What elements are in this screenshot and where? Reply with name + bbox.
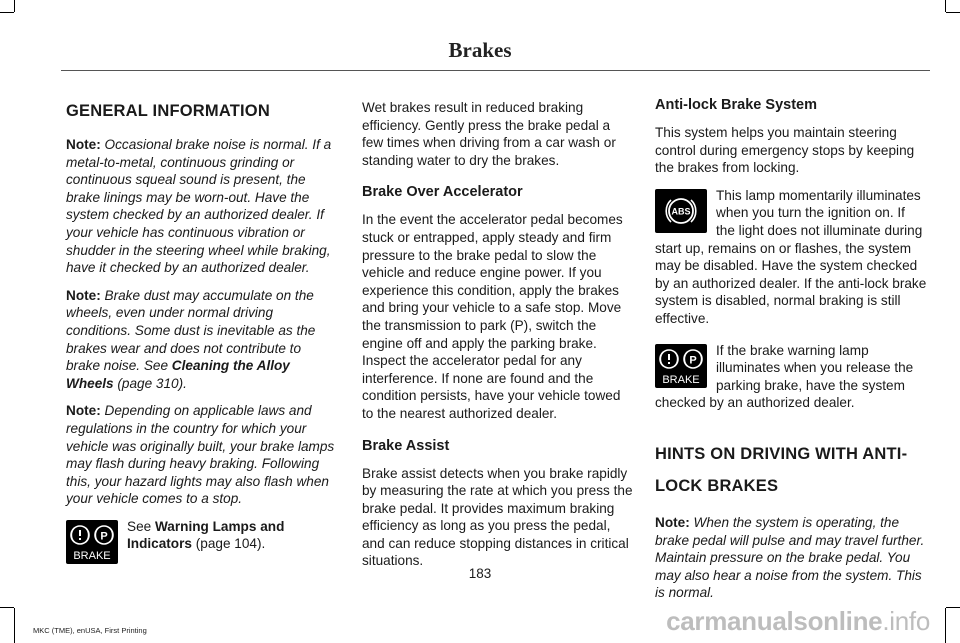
note-text: When the system is operating, the brake pedal will pulse and may travel further. Maintain pressure on the brake pedal. You may also hear a noise from the system. This is normal.: [655, 514, 925, 601]
page-reference: (page 104).: [191, 536, 266, 552]
subsection-heading: Brake Assist: [362, 437, 450, 454]
svg-text:BRAKE: BRAKE: [662, 373, 700, 386]
header-rule: [61, 70, 930, 71]
left-column: [66, 96, 338, 572]
body-paragraph: checked by an authorized dealer.: [655, 395, 855, 411]
note-label: Note:: [66, 137, 101, 152]
warning-lamp-block: [655, 187, 927, 240]
lamp-description: If the brake warning lamp illuminates when you release the parking brake, have the system: [716, 342, 914, 393]
body-paragraph: In the event the accelerator pedal becomes stuck or entrapped, apply steady and firm pressure to the brake pedal to slow the vehicle and reduce engine power. If you experience this condition, apply the brakes and bring your vehicle to a safe stop. Move the transmission to park (P), switch the engine off and apply the parking brake. Inspect the accelerator pedal for any interference. If none are found and the condition persists, have your vehicle towed to the nearest authorized dealer.: [362, 212, 623, 421]
note-paragraph: [66, 287, 338, 393]
cross-reference-link[interactable]: Cleaning the Alloy Wheels: [66, 358, 290, 391]
watermark-suffix: .info: [882, 606, 930, 636]
watermark-bold: carmanualsonline: [666, 606, 883, 636]
svg-text:P: P: [689, 354, 697, 367]
page-number: 183: [468, 566, 492, 581]
abs-warning-icon: [655, 189, 707, 233]
note-paragraph: [66, 136, 338, 277]
note-paragraph: [66, 402, 338, 508]
svg-text:BRAKE: BRAKE: [73, 549, 111, 562]
note-label: Note:: [66, 403, 101, 419]
crop-mark: [14, 608, 15, 643]
lamp-description: This lamp momentarily illuminates when you turn the ignition on. If the light does not illuminate during: [716, 187, 923, 238]
page-title: Brakes: [448, 38, 512, 62]
crop-mark: [0, 12, 14, 13]
crop-mark: [14, 0, 15, 12]
middle-column: [362, 96, 634, 580]
see-text: See: [127, 518, 155, 534]
crop-mark: [0, 607, 14, 608]
svg-text:P: P: [100, 530, 108, 543]
note-text: Occasional brake noise is normal. If a metal-to-metal, continuous grinding or continuous squeal sound is present, the brake linings may be worn-out. Have the system checked by an authorized dealer. If your vehicle has continuous vibration or shudder in the steering wheel while braking, have it checked by an authorized dealer.: [66, 137, 332, 276]
note-paragraph: [655, 514, 927, 602]
crop-mark: [945, 608, 946, 643]
note-text: Brake dust may accumulate on the wheels, even under normal driving conditions. Some dust is inevitable as the brakes wear and does not contribute to brake noise. See: [66, 287, 316, 374]
body-paragraph: start up, remains on or flashes, the system may be disabled. Have the system checked by an authorized dealer. If the anti-lock brake system is disabled, normal braking is still effective.: [655, 240, 927, 326]
edition-footer: MKC (TME), enUSA, First Printing: [33, 626, 147, 635]
cross-reference-link[interactable]: Warning Lamps and Indicators: [127, 518, 285, 552]
section-heading: GENERAL INFORMATION: [66, 102, 270, 120]
body-paragraph: This system helps you maintain steering control during emergency stops by keeping the brakes from locking.: [655, 125, 915, 176]
body-paragraph: Brake assist detects when you brake rapidly by measuring the rate at which you press the brake pedal. It provides maximum braking efficiency as long as you press the pedal, and can reduce stopping distances in critical situations.: [362, 465, 633, 569]
note-label: Note:: [66, 287, 101, 303]
lamp-description: [127, 518, 338, 553]
subsection-heading: Anti-lock Brake System: [655, 97, 817, 113]
page-reference: (page 310).: [117, 375, 187, 391]
crop-mark: [945, 0, 946, 12]
right-column: [655, 96, 927, 612]
section-heading: HINTS ON DRIVING WITH ANTI- LOCK BRAKES: [655, 444, 908, 495]
crop-mark: [946, 12, 960, 13]
svg-text:ABS: ABS: [671, 206, 691, 217]
brake-warning-icon: [655, 344, 707, 388]
note-label: Note:: [655, 514, 690, 530]
brake-warning-icon: [66, 520, 118, 564]
body-paragraph: Wet brakes result in reduced braking efficiency. Gently press the brake pedal a few times when driving from a car wash or standing water to dry the brakes.: [362, 100, 616, 168]
note-text: Depending on applicable laws and regulations in the country for which your vehicle was originally built, your brake lamps may flash during heavy braking. Following this, your hazard lights may also flash when your vehicle comes to a stop.: [66, 403, 335, 507]
crop-mark: [946, 607, 960, 608]
subsection-heading: Brake Over Accelerator: [362, 184, 523, 201]
warning-lamp-block: [655, 342, 927, 395]
watermark[interactable]: [666, 606, 930, 637]
warning-lamp-block: [66, 518, 338, 572]
